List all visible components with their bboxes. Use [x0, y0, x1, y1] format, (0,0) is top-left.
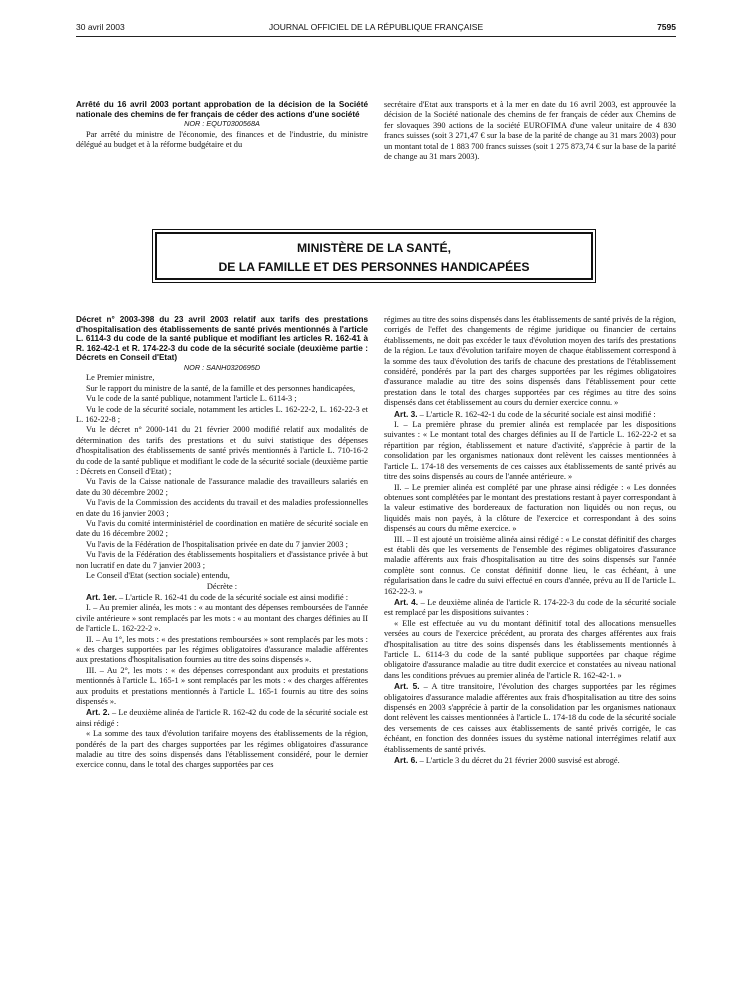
decret-title: Décret n° 2003-398 du 23 avril 2003 relatif aux tarifs des prestations d'hospitalisation des établissements de santé privés mentionnés à l'article L. 6114-3 du code de la santé publique et modifiant les articles R. 162-41 à R. 162-42-1 et R. 174-22-3 du code de la sécurité sociale (deuxième partie : Décrets en Conseil d'Etat)	[76, 315, 368, 363]
arrete-column-right	[384, 100, 676, 162]
visa-paragraph: Vu l'avis de la Commission des accidents du travail et des maladies professionnelles en date du 16 janvier 2003 ;	[76, 498, 368, 518]
article-1: Art. 1er. – L'article R. 162-41 du code de la sécurité sociale est ainsi modifié :	[86, 591, 349, 602]
visa-paragraph: Vu l'avis de la Caisse nationale de l'assurance maladie des travailleurs salariés en date du 30 décembre 2002 ;	[76, 477, 368, 497]
ministry-line-1: MINISTÈRE DE LA SANTÉ,	[297, 241, 451, 255]
article-1-item: I. – Au premier alinéa, les mots : « au montant des dépenses remboursées de l'année civile antérieure » sont remplacés par les mots : « au montant des charges définies au II de l'article L. 162-22-2 ».	[76, 603, 368, 634]
article-6-label: Art. 6.	[394, 755, 418, 766]
header-rule	[76, 36, 676, 37]
article-4-quote: « Elle est effectuée au vu du montant définitif total des allocations mensuelles versées au cours de l'exercice précédent, au prorata des charges afférentes aux frais d'hospitalisation au titre des soins dispensés dans les établissements mentionnés à l'article L. 6114-3 du code de la santé publique supportées par chaque régime obligatoire d'assurance maladie au titre dudit exercice et constatées au niveau national dans les conditions prévues au premier alinéa de l'article R. 162-42-1. »	[384, 618, 676, 680]
header-date: 30 avril 2003	[76, 22, 125, 32]
decret-column-left	[76, 315, 368, 771]
arrete-title: Arrêté du 16 avril 2003 portant approbation de la décision de la Société nationale des chemins de fer français de céder des actions d'une société	[76, 100, 368, 119]
visa-paragraph: Vu le code de la sécurité sociale, notamment les articles L. 162-22-2, L. 162-22-3 et L. 162-22-8 ;	[76, 404, 368, 424]
visa-paragraph: Le Conseil d'Etat (section sociale) entendu,	[86, 571, 230, 581]
decret-column-right	[384, 315, 676, 766]
article-4-label: Art. 4.	[394, 596, 419, 607]
article-2-quote: « La somme des taux d'évolution tarifaire moyens des établissements de la région, pondérés de la part des charges supportées par les régimes obligatoires d'assurance maladie au titre des soins dispensés dans l'établissement considéré, pour le dernier exercice connu, dans le total des charges supportées par ces	[76, 729, 368, 770]
article-4: Art. 4. – Le deuxième alinéa de l'article R. 174-22-3 du code de la sécurité sociale est remplacé par les dispositions suivantes :	[384, 596, 676, 618]
ministry-line-2: DE LA FAMILLE ET DES PERSONNES HANDICAPÉES	[218, 260, 530, 274]
article-1-items	[76, 603, 368, 707]
article-5: Art. 5. – A titre transitoire, l'évolution des charges supportées par les régimes obligatoires d'assurance maladie afférentes aux frais d'hospitalisation au titre des soins dispensés en 2003 s'apprécie à partir de la consolidation par les organismes nationaux dont relèvent les caisses mentionnées à l'article L. 174-18 du code de la sécurité sociale des versements de ces caisses aux établissements de santé privés corrigée, le cas échéant, en fonction des données issues du système national interrégimes relatif aux établissements de santé privés.	[384, 681, 677, 754]
page-header	[76, 22, 676, 36]
article-2-quote-continued: régimes au titre des soins dispensés dans les établissements de santé privés de la région, corrigés de l'effet des changements de régime juridique ou financier de certains établissements, ne doit pas excéder le taux d'évolution moyen des tarifs des prestations de la région. Le taux d'évolution tarifaire moyen de chaque établissement correspond à la somme des taux d'évolution des tarifs de chacune des prestations de l'établissement considéré, pondérés par la part des charges supportées par les régimes obligatoires d'assurance maladie au titre des soins dispensés dans l'établissement pour cette prestation dans le total des charges supportées par ces régimes au titre des soins dispensés dans cet établissement au cours du dernier exercice connu. »	[384, 315, 676, 408]
ministry-banner	[155, 232, 593, 280]
visa-paragraph: Le Premier ministre,	[86, 373, 155, 383]
decret-visas	[76, 373, 368, 581]
article-6: Art. 6. – L'article 3 du décret du 21 février 2000 susvisé est abrogé.	[394, 755, 620, 766]
arrete-paragraph-2: secrétaire d'Etat aux transports et à la mer en date du 16 avril 2003, est approuvée la décision de la Société nationale des chemins de fer français de céder aux Chemins de fer slovaques 390 actions de la société EUROFIMA d'une valeur unitaire de 4 830 francs suisses (soit 3 271,47 € sur la base de la parité de change au 31 mars 2003) pour un montant total de 1 883 700 francs suisses (soit 1 275 873,74 € sur la base de la parité de change au 31 mars 2003).	[384, 100, 676, 162]
article-3: Art. 3. – L'article R. 162-42-1 du code de la sécurité sociale est ainsi modifié :	[394, 408, 656, 419]
article-3-label: Art. 3.	[394, 408, 418, 419]
article-2: Art. 2. – Le deuxième alinéa de l'article R. 162-42 du code de la sécurité sociale est ainsi rédigé :	[76, 707, 369, 728]
decret-nor: NOR : SANH0320695D	[183, 362, 261, 372]
decrete-label: Décrète :	[206, 581, 238, 591]
visa-paragraph: Vu le décret n° 2000-141 du 21 février 2000 modifié relatif aux modalités de détermination des tarifs des prestations et du suivi statistique des dépenses d'hospitalisation des établissements de santé privés mentionnés à l'article L. 710-16-2 du code de la santé publique et modifiant le code de la sécurité sociale (deuxième partie : Décrets en Conseil d'Etat) ;	[76, 425, 368, 477]
article-1-item: II. – Au 1°, les mots : « des prestations remboursées » sont remplacés par les mots : « des charges supportées par les régimes obligatoires d'assurance maladie afférentes aux prestations d'hospitalisation fournies au titre des soins dispensés ».	[76, 634, 368, 665]
page-number: 7595	[657, 22, 676, 32]
journal-title: JOURNAL OFFICIEL DE LA RÉPUBLIQUE FRANÇAISE	[268, 22, 484, 32]
article-3-item: I. – La première phrase du premier alinéa est remplacée par les dispositions suivantes : « Le montant total des charges définies au II de l'article L. 162-22-2 et sa répartition par région, établissement et nature d'activité, s'apprécie à partir de la consolidation par les organismes nationaux dont relèvent les caisses mentionnées à l'article L. 174-18 des versements de ces caisses aux établissements de santé privés au titre des soins dispensés au cours de l'année antérieure. »	[384, 420, 676, 482]
article-2-label: Art. 2.	[86, 707, 110, 718]
arrete-nor: NOR : EQUT0300568A	[184, 119, 260, 129]
visa-paragraph: Vu l'avis de la Fédération des établissements hospitaliers et d'assistance privée à but non lucratif en date du 7 janvier 2003 ;	[76, 550, 368, 570]
arrete-column-left	[76, 100, 368, 150]
article-3-item: III. – Il est ajouté un troisième alinéa ainsi rédigé : « Le constat définitif des charges est établi dès que les versements de l'ensemble des régimes obligatoires d'assurance maladie afférents aux frais d'hospitalisation au titre des soins dispensés sur l'année complète sont connus. Ce constat définitif donne lieu, le cas échéant, à une régularisation dans le cadre du suivi effectué en cours d'année, prévu au II de l'article L. 162-22-3. »	[384, 534, 676, 596]
arrete-paragraph-1: Par arrêté du ministre de l'économie, des finances et de l'industrie, du ministre délégué au budget et à la réforme budgétaire et du	[76, 129, 368, 149]
article-3-item: II. – Le premier alinéa est complété par une phrase ainsi rédigée : « Les données obtenues sont complétées par le montant des prestations restant à payer correspondant à la valeur estimative des bordereaux de facturation non liquidés ou non reçus, ou liquidés mais non payés, à la clôture de l'exercice et correspondant à des soins dispensés au cours du même exercice. »	[384, 482, 676, 534]
visa-paragraph: Vu l'avis de la Fédération de l'hospitalisation privée en date du 7 janvier 2003 ;	[86, 539, 348, 549]
article-5-label: Art. 5.	[394, 681, 420, 692]
visa-paragraph: Vu le code de la santé publique, notamment l'article L. 6114-3 ;	[86, 394, 297, 404]
article-1-item: III. – Au 2°, les mots : « des dépenses correspondant aux produits et prestations mentionnés à l'article L. 165-1 » sont remplacés par les mots : « des charges afférentes aux produits et prestations mentionnés à l'article L. 165-1 fournis au titre des soins dispensés ».	[76, 665, 368, 706]
article-3-items	[384, 420, 676, 597]
visa-paragraph: Sur le rapport du ministre de la santé, de la famille et des personnes handicapées,	[86, 383, 356, 393]
visa-paragraph: Vu l'avis du comité interministériel de coordination en matière de sécurité sociale en date du 16 décembre 2002 ;	[76, 519, 368, 539]
article-1-label: Art. 1er.	[86, 591, 117, 602]
